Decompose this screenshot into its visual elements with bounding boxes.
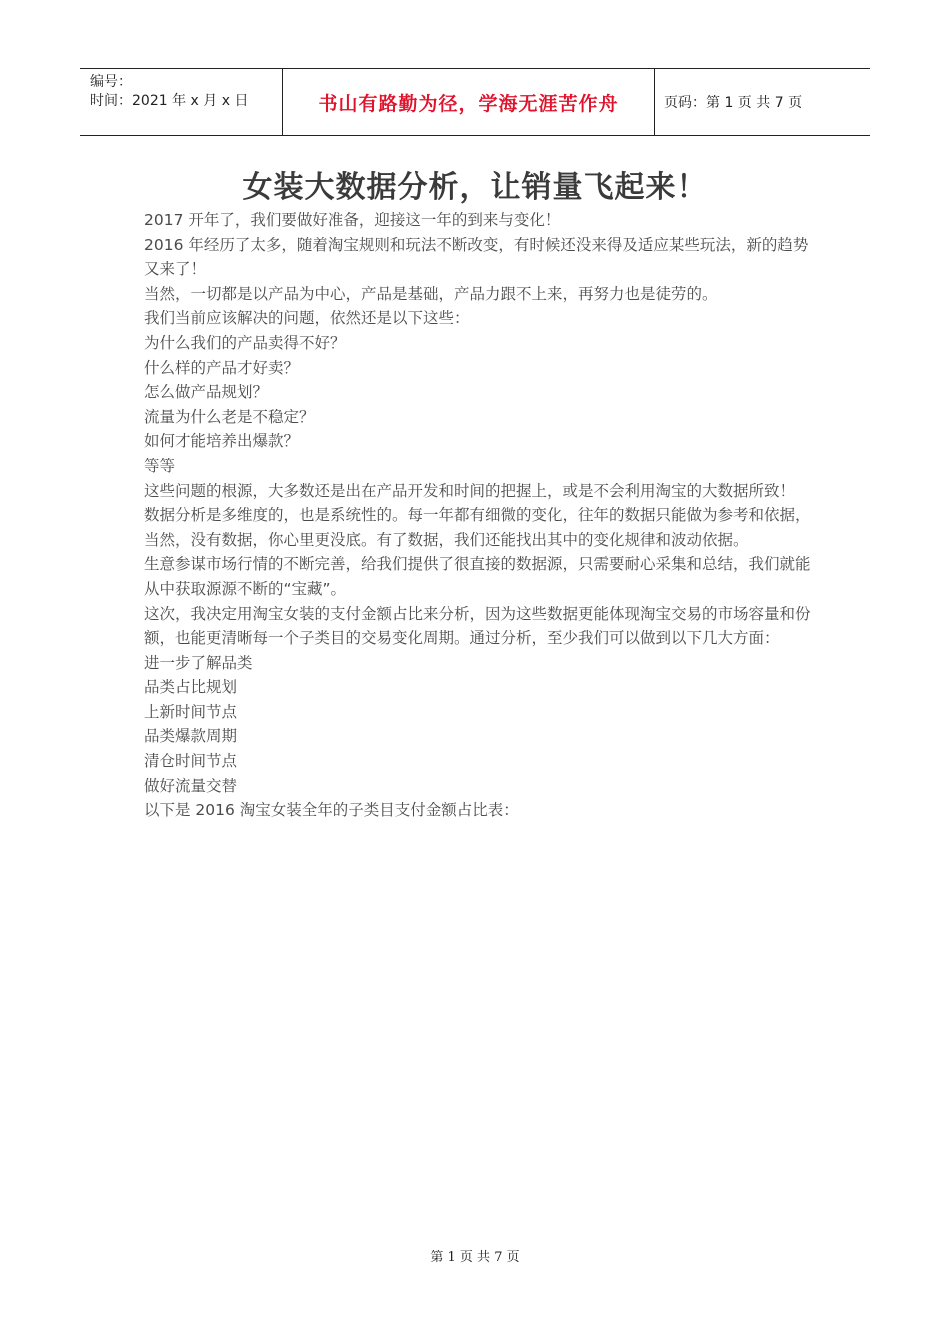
paragraph: 这些问题的根源，大多数还是出在产品开发和时间的把握上，或是不会利用淘宝的大数据所致！ (144, 481, 796, 500)
paragraph: 生意参谋市场行情的不断完善，给我们提供了很直接的数据源，只需要耐心采集和总结，我们就能从中获取源源不断的“宝藏”。 (144, 555, 811, 598)
question-item: 为什么我们的产品卖得不好？ (144, 333, 346, 352)
list-item: 清仓时间节点 (144, 752, 238, 771)
paragraph: 2016 年经历了太多，随着淘宝规则和玩法不断改变，有时候还没来得及适应某些玩法，新的趋势又来了！ (144, 235, 809, 279)
header-page-cell (655, 69, 870, 135)
paragraph: 等等 (144, 456, 176, 475)
paragraph: 当然，一切都是以产品为中心，产品是基础，产品力跟不上来，再努力也是徒劳的。 (144, 284, 718, 303)
number-label: 编号： (90, 74, 132, 90)
time-label: 时间：2021 年 x 月 x 日 (90, 93, 249, 109)
document-header (80, 68, 870, 136)
document-body (144, 208, 814, 823)
page-footer: 第 1 页 共 7 页 (430, 1250, 520, 1265)
header-page-info: 页码：第 1 页 共 7 页 (664, 95, 803, 111)
list-item: 品类爆款周期 (144, 727, 238, 746)
document-title: 女装大数据分析，让销量飞起来！ (242, 170, 708, 205)
list-item: 上新时间节点 (144, 702, 238, 721)
paragraph: 数据分析是多维度的，也是系统性的。每一年都有细微的变化，往年的数据只能做为参考和依据，当然，没有数据，你心里更没底。有了数据，我们还能找出其中的变化规律和波动依据。 (144, 506, 811, 549)
paragraph: 以下是 2016 淘宝女装全年的子类目支付金额占比表： (144, 801, 519, 820)
list-item: 进一步了解品类 (144, 653, 253, 672)
list-item: 品类占比规划 (144, 678, 238, 697)
question-item: 流量为什么老是不稳定？ (144, 407, 315, 426)
question-item: 如何才能培养出爆款？ (144, 432, 300, 451)
paragraph: 2017 开年了，我们要做好准备，迎接这一年的到来与变化！ (144, 211, 561, 229)
paragraph: 我们当前应该解决的问题，依然还是以下这些： (144, 309, 470, 328)
paragraph: 这次，我决定用淘宝女装的支付金额占比来分析，因为这些数据更能体现淘宝交易的市场容量和份额，也能更清晰每一个子类目的交易变化周期。通过分析，至少我们可以做到以下几大方面： (144, 604, 811, 648)
motto-text: 书山有路勤为径，学海无涯苦作舟 (318, 92, 619, 115)
header-motto-cell (282, 69, 655, 135)
header-meta-cell (80, 69, 282, 135)
question-item: 怎么做产品规划？ (144, 383, 269, 402)
list-item: 做好流量交替 (144, 776, 238, 795)
question-item: 什么样的产品才好卖？ (144, 358, 300, 377)
